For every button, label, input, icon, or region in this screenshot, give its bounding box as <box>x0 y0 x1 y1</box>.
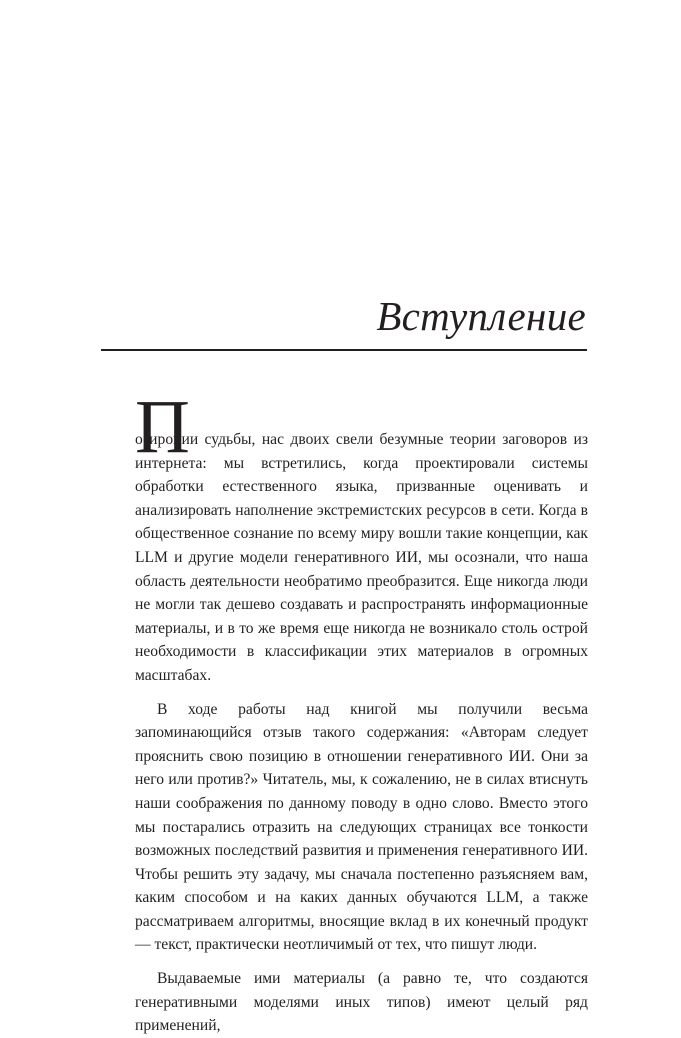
drop-cap: П <box>135 385 190 469</box>
paragraph-3: Выдаваемые ими материалы (а равно те, что создаются генеративными моделями иных типов) имеют целый ряд применений, <box>135 970 588 1035</box>
paragraph-1 <box>135 385 588 688</box>
body-text <box>135 385 588 1038</box>
paragraph-2: В ходе работы над книгой мы получили весьма запоминающийся отзыв такого содержания: «Авторам следует прояснить свою позицию в отношении генеративного ИИ. Они за него или против?» Читатель, мы, к сожалению, не в силах втиснуть наши соображения по данному поводу в одно слово. Вместо этого мы постарались отразить на следующих страницах все тонкости возможных последствий развития и применения генеративного ИИ. Чтобы решить эту задачу, мы сначала постепенно разъясняем вам, каким способом и на каких данных обучаются LLM, а также рассматриваем алгоритмы, вносящие вклад в их конечный продукт — текст, практически неотличимый от тех, что пишут люди. <box>135 700 588 954</box>
chapter-title: Вступление <box>376 293 586 339</box>
paragraph-1-text: о иронии судьбы, нас двоих свели безумные теории заговоров из интернета: мы встретились, когда проектировали системы обработки естественного языка, призванные оценивать и анализировать наполнение экстремистских ресурсов в сети. Когда в общественное сознание по всему миру вошли такие концепции, как LLM и другие модели генеративного ИИ, мы осознали, что наша область деятельности необратимо преобразится. Еще никогда люди не могли так дешево создавать и распространять информационные материалы, и в то же время еще никогда не возникало столь острой необходимости в классификации этих материалов в огромных масштабах. <box>135 431 588 684</box>
title-rule <box>101 349 587 351</box>
